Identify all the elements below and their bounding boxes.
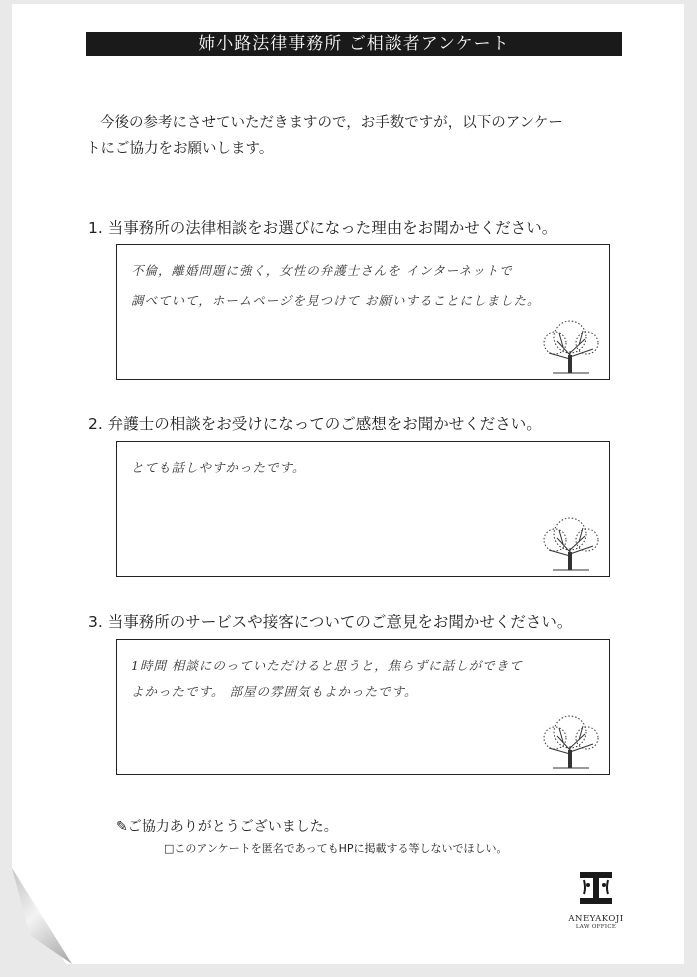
tree-illustration-2 [535,512,605,572]
question-1-label: 1. 当事務所の法律相談をお選びになった理由をお聞かせください。 [88,219,558,237]
consent-note[interactable]: □このアンケートを匿名であってもHPに掲載する等しないでほしい。 [164,842,508,855]
pencil-icon: ✎ [116,819,128,835]
logo-subtitle: LAW OFFICE [575,924,617,930]
question-3-label: 3. 当事務所のサービスや接客についてのご意見をお聞かせください。 [88,613,573,631]
logo-name: ANEYAKOJI [568,914,624,924]
thanks-text: ご協力ありがとうございました。 [127,819,338,835]
tree-illustration-3 [535,710,605,770]
thanks-message [116,816,338,836]
page-title: 姉小路法律事務所 ご相談者アンケート [86,32,622,56]
logo-emblem-icon [576,868,616,908]
answer-1-line-2: 調べていて，ホームページを見つけて お願いすることにしました。 [131,293,541,308]
answer-3-line-2: よかったです。 部屋の雰囲気もよかったです。 [131,684,418,699]
intro-text [86,110,634,162]
tree-illustration-1 [535,315,605,375]
answer-2-line-1: とても話しやすかったです。 [131,460,306,475]
question-2-label: 2. 弁護士の相談をお受けになってのご感想をお聞かせください。 [88,415,542,433]
answer-box-3[interactable] [116,639,610,775]
answer-3-line-1: 1時間 相談にのっていただけると思うと，焦らずに話しができて [131,658,523,673]
law-office-logo [565,868,627,930]
intro-line-1: 今後の参考にさせていただきますので，お手数ですが，以下のアンケー [100,115,563,131]
answer-box-1[interactable] [116,244,610,380]
answer-1-line-1: 不倫，離婚問題に強く，女性の弁護士さんを インターネットで [131,263,513,278]
answer-box-2[interactable] [116,441,610,577]
intro-line-2: トにご協力をお願いします。 [86,141,274,157]
